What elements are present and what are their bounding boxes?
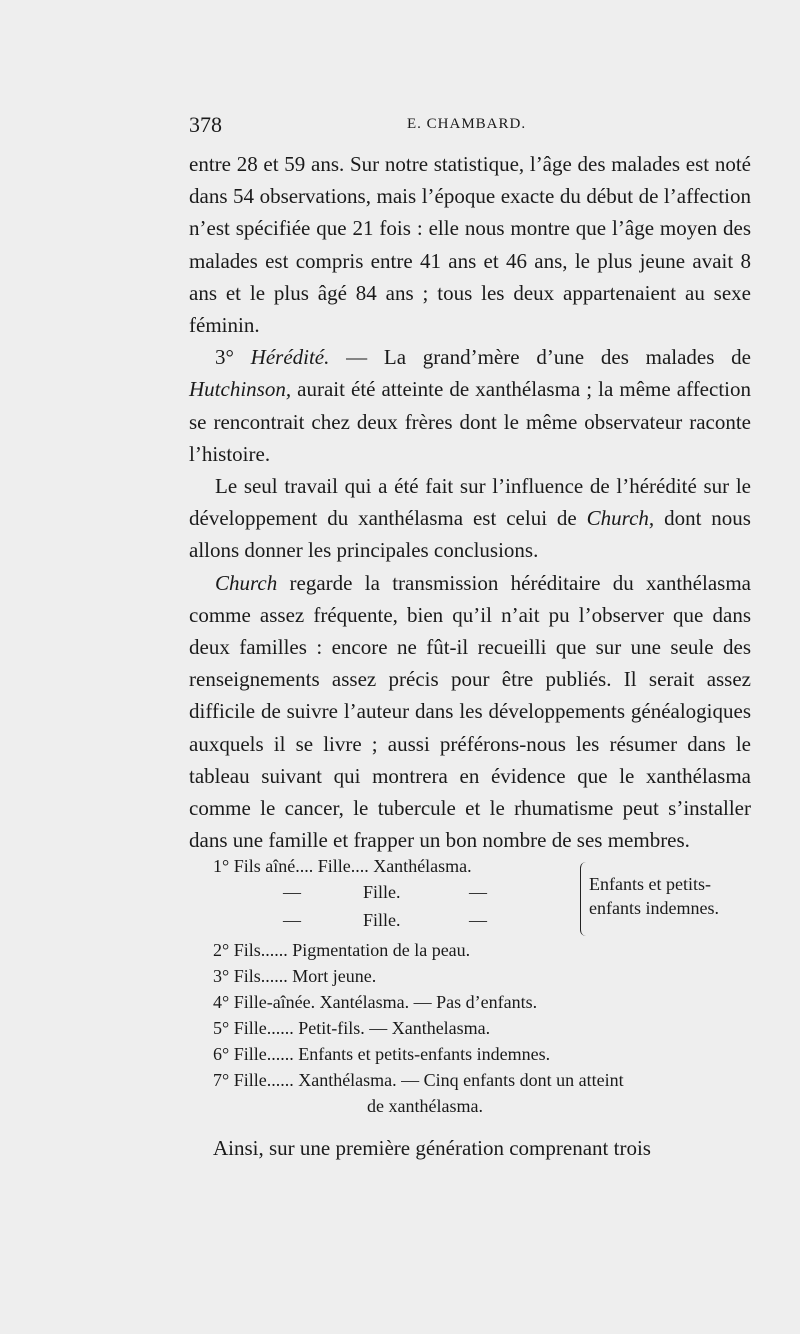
brace-text-2: enfants indemnes. xyxy=(589,898,719,918)
page-number: 378 xyxy=(189,112,222,137)
table-row: 2° Fils...... Pigmentation de la peau. xyxy=(213,940,471,960)
body-text xyxy=(189,148,751,856)
table-dash: — xyxy=(283,882,301,902)
table-dash: — xyxy=(469,910,487,930)
table-row: 5° Fille...... Petit-fils. — Xanthelasma. xyxy=(213,1018,491,1038)
table-row: 6° Fille...... Enfants et petits-enfants indemnes. xyxy=(213,1044,551,1064)
running-head: E. CHAMBARD. xyxy=(407,116,527,132)
table-dash: — xyxy=(283,910,301,930)
table-cell: Fille. xyxy=(363,910,401,930)
table-row: 1° Fils aîné.... Fille.... Xanthélasma. xyxy=(213,856,472,876)
table-row: 7° Fille...... Xanthélasma. — Cinq enfants dont un atteint xyxy=(213,1070,624,1090)
table-dash: — xyxy=(469,882,487,902)
brace-text-1: Enfants et petits- xyxy=(589,874,711,894)
paragraph-1: entre 28 et 59 ans. Sur notre statistique, l’âge des malades est noté dans 54 observations, mais l’époque exacte du début de l’affection n’est spécifiée que 21 fois : elle nous montre que l’âge moyen des malades est compris entre 41 ans et 46 ans, le plus jeune avait 8 ans et le plus âgé 84 ans ; tous les deux appartenaient au sexe féminin. xyxy=(189,152,751,338)
paragraph-church: Church regarde la transmission héréditaire du xanthélasma comme assez fréquente, bien qu’il n’ait pu l’observer que dans deux familles : encore ne fût-il recueilli que sur une seule des renseignements assez précis pour être publiés. Il serait assez difficile de suivre l’auteur dans les développements généalogiques auxquels il se livre ; aussi préférons-nous les résumer dans le tableau suivant qui montrera en évidence que le xanthélasma comme le cancer, le tubercule et le rhumatisme peut s’installer dans une famille et frapper un bon nombre de ses membres. xyxy=(189,570,751,853)
table-cell: Fille. xyxy=(363,882,401,902)
last-line: Ainsi, sur une première génération comprenant trois xyxy=(213,1136,651,1160)
table-row: 4° Fille-aînée. Xantélasma. — Pas d’enfants. xyxy=(213,992,538,1012)
paragraph-heredite: 3° Hérédité. — La grand’mère d’une des malades de Hutchinson, aurait été atteinte de xanthélasma ; la même affection se rencontrait chez deux frères dont le même observateur raconte l’histoire. xyxy=(189,345,751,466)
table-row-continuation: de xanthélasma. xyxy=(367,1096,483,1116)
page-header xyxy=(189,112,749,146)
table-row: 3° Fils...... Mort jeune. xyxy=(213,966,377,986)
paragraph-influence: Le seul travail qui a été fait sur l’influence de l’hérédité sur le développement du xanthélasma est celui de Church, dont nous allons donner les principales conclusions. xyxy=(189,474,751,563)
brace xyxy=(580,862,589,936)
